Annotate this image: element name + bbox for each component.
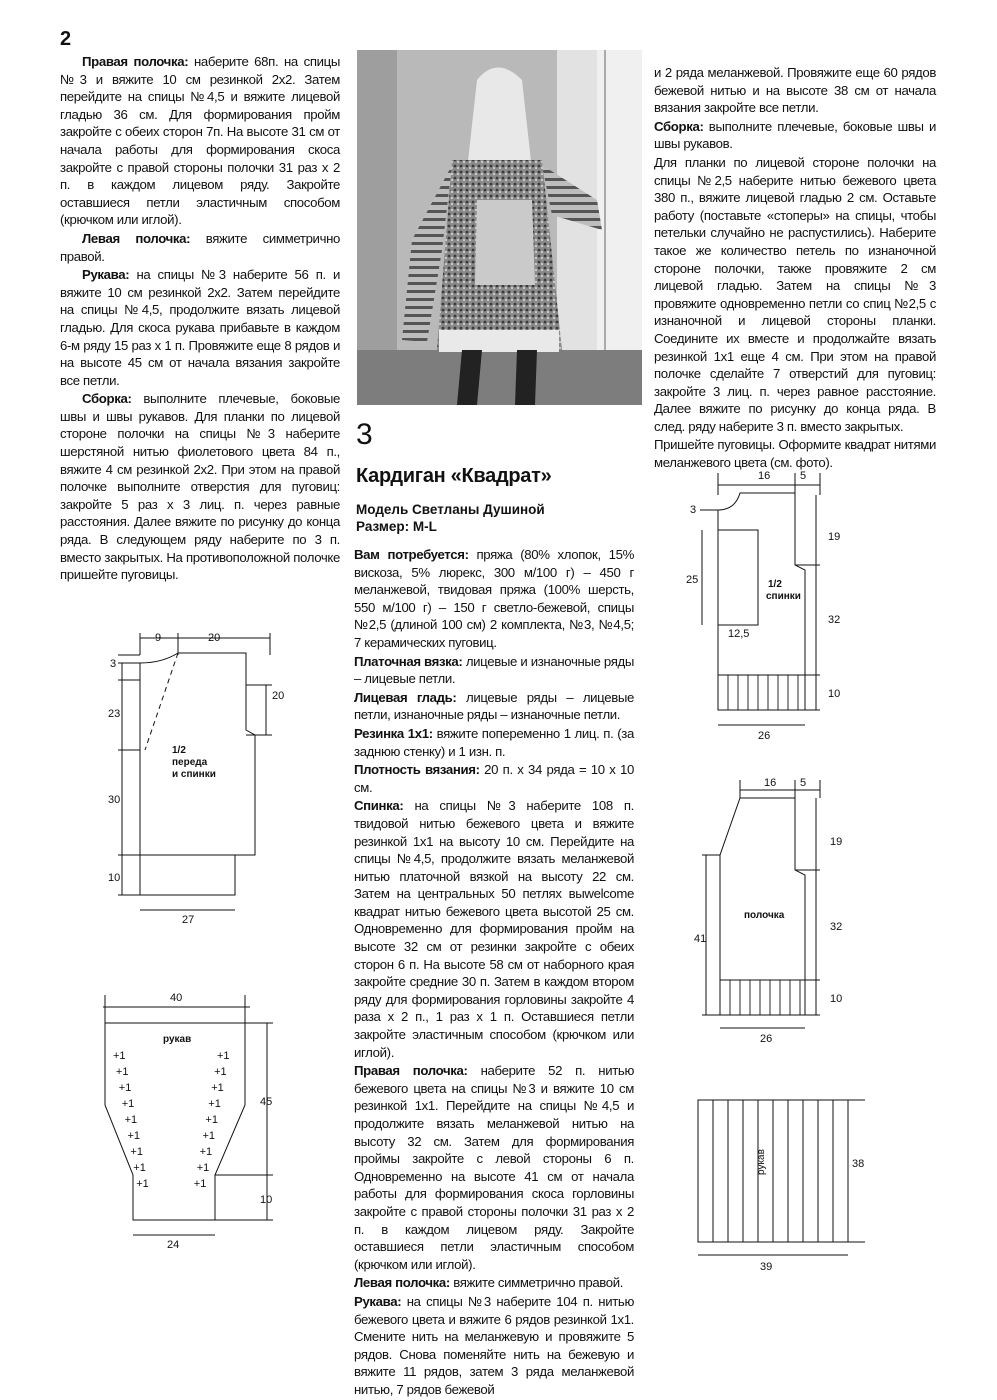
diagram-sleeve-left <box>95 985 295 1255</box>
paragraph-assembly: Сборка: выполните плечевые, боковые швы и швы рукавов. Для планки по лицевой стороне полочки на спицы №3 наберите шерстяной нитью фиолетового цвета 84 п., вяжите 4 см резинкой 2х2. При этом на правой полочке выполните отверстия для пуговиц: закройте 5 раз х 3 лиц. п. через равные расстояния. Далее вяжите по рисунку до конца ряда. В следующем ряду наберите по 3 п. вместо закрытых. На противоположной полочке пришейте пуговицы. <box>60 391 340 583</box>
dim-9: 9 <box>155 632 162 644</box>
front-dim-16: 16 <box>764 777 777 789</box>
paragraph-stockinette: Лицевая гладь: лицевые ряды – лицевые петли, изнаночные ряды – изнаночные петли. <box>354 689 634 723</box>
front-dim-5: 5 <box>800 777 807 789</box>
increment-right-2: +1 <box>214 1066 227 1078</box>
front-dim-41: 41 <box>694 933 707 945</box>
increment-right-6: +1 <box>202 1130 216 1142</box>
back-dim-32: 32 <box>828 614 841 626</box>
right-column-text <box>654 64 936 473</box>
back-label-line1: 1/2 <box>768 579 782 590</box>
diagram-front <box>680 770 860 1060</box>
sleeve-dim-rib: 10 <box>260 1194 273 1206</box>
model-photo <box>357 50 642 405</box>
sleeve2-dim-width: 39 <box>760 1261 773 1273</box>
sleeve-dim-top: 40 <box>170 992 183 1004</box>
increment-left-1: +1 <box>113 1050 126 1062</box>
increment-right-9: +1 <box>193 1178 207 1190</box>
sleeve-dim-bottom: 24 <box>167 1239 180 1251</box>
author: Модель Светланы Душиной <box>356 502 545 517</box>
left-column-text <box>60 53 340 585</box>
paragraph-left-front: Левая полочка: вяжите симметрично правой. <box>60 230 341 264</box>
increment-right-5: +1 <box>205 1114 218 1126</box>
increment-left-4: +1 <box>121 1098 135 1110</box>
paragraph-left-front-3: Левая полочка: вяжите симметрично правой. <box>354 1275 624 1291</box>
paragraph-sleeves-cont: и 2 ряда меланжевой. Провяжите еще 60 рядов бежевой нитью и на высоте 38 см от начала вязания закройте все петли. <box>654 65 936 116</box>
increment-left-7: +1 <box>130 1146 143 1158</box>
increment-right-1: +1 <box>217 1050 230 1062</box>
dim-27: 27 <box>182 914 195 926</box>
increment-left-9: +1 <box>136 1178 149 1190</box>
front-dim-10: 10 <box>830 993 843 1005</box>
photo-illustration <box>357 50 642 405</box>
section-number: 3 <box>356 418 373 451</box>
paragraph-finish: Пришейте пуговицы. Оформите квадрат нитями меланжевого цвета (см. фото). <box>654 437 936 471</box>
middle-column-text <box>354 546 634 1400</box>
paragraph-gauge: Плотность вязания: 20 п. х 34 ряда = 10 х 10 см. <box>354 762 634 795</box>
paragraph-garter: Платочная вязка: лицевые и изнаночные ряды – лицевые петли. <box>354 653 634 687</box>
back-dim-16: 16 <box>758 470 771 482</box>
byline <box>356 501 545 535</box>
increment-left-6: +1 <box>127 1130 141 1142</box>
diagram-label-line1: 1/2 <box>172 745 186 756</box>
front-dim-26: 26 <box>760 1033 773 1045</box>
diagram-label-line3: и спинки <box>172 769 216 780</box>
size: Размер: M-L <box>356 519 437 534</box>
increment-right-7: +1 <box>199 1146 213 1158</box>
increment-left-2: +1 <box>115 1066 129 1078</box>
front-label: полочка <box>744 910 785 921</box>
front-dim-32: 32 <box>830 921 843 933</box>
back-label-line2: спинки <box>766 591 801 602</box>
increment-left-8: +1 <box>133 1162 146 1174</box>
increment-right-4: +1 <box>208 1098 221 1110</box>
increment-right-8: +1 <box>196 1162 210 1174</box>
paragraph-right-front-3: Правая полочка: наберите 52 п. нитью бежевого цвета на спицы №3 и вяжите 10 см резинкой 1х1. Перейдите на спицы №4,5 и продолжите вязать меланжевой нитью на высоту 32 см. Затем для формирования проймы закройте с левой стороны 6 п. Одновременно на высоте 41 см от начала работы для формирования скоса горловины закройте с правой стороны полочки 31 раз х 2 п. в каждом лицевом ряду. Закройте оставшиеся петли эластичным способом (крючком или иглой). <box>354 1063 634 1272</box>
dim-20-armhole: 20 <box>272 690 285 702</box>
dim-3: 3 <box>110 658 117 670</box>
paragraph-sleeves: Рукава: на спицы №3 наберите 56 п. и вяжите 10 см резинкой 2х2. Затем перейдите на спицы №4,5, продолжите вязать лицевой гладью. Для скоса рукава прибавьте в каждом 6-м ряду 15 раз х 1 п. Провяжите еще 8 рядов и на высоте 45 см от начала вязания закройте все петли. <box>60 267 340 388</box>
increment-left-3: +1 <box>118 1082 132 1094</box>
diagram-half-back <box>680 465 860 745</box>
article-title: Кардиган «Квадрат» <box>356 465 552 487</box>
dim-10: 10 <box>108 872 121 884</box>
back-dim-10: 10 <box>828 688 841 700</box>
front-dim-19: 19 <box>830 836 843 848</box>
paragraph-sleeves-3: Рукава: на спицы №3 наберите 104 п. нитью бежевого цвета и вяжите 6 рядов резинкой 1х1. Смените нить на меланжевую и провяжите 5 рядов. Снова поменяйте нить на бежевую и вяжите 11 рядов, затем 3 ряда меланжевой нитью, 7 рядов бежевой <box>354 1293 634 1397</box>
sleeve2-label: рукав <box>756 1149 767 1175</box>
diagram-label-line2: переда <box>172 757 208 768</box>
increment-left-5: +1 <box>124 1114 138 1126</box>
paragraph-assembly-3: Сборка: выполните плечевые, боковые швы и швы рукавов. <box>654 118 936 152</box>
paragraph-right-front: Правая полочка: наберите 68п. на спицы №3 и вяжите 10 см резинкой 2х2. Затем перейдите на спицы №4,5 и вяжите лицевой гладью 36 см. Для формирования пройм закройте с обеих сторон 7п. На высоте 31 см от начала работы для формирования скоса закройте с правой стороны полочки 31 раз х 2 п. в каждом лицевом ряду. Закройте оставшиеся петли эластичным способом (крючком или иглой). <box>60 54 340 228</box>
diagram-sleeve-right <box>680 1085 880 1275</box>
diagram-half-front-back <box>100 625 300 935</box>
increment-right-3: +1 <box>211 1082 224 1094</box>
paragraph-band: Для планки по лицевой стороне полочки на спицы №2,5 наберите нитью бежевого цвета 380 п., вяжите лицевой гладью 2 см. Оставьте работу (поставьте «стоперы» на спицы, чтобы петельки случайно не распустились). Наберите такое же количество петель по изнаночной стороне полочки, также провяжите 2 см лицевой гладью. Затем на спицы №3 провяжите одновременно петли со спиц №2,5 с изнаночной и лицевой стороны планки. Соедините их вместе и продолжайте вязать резинкой 1х1 еще 4 см. При этом на правой полочке сделайте 7 отверстий для пуговиц: закройте 3 лиц. п. через равное расстояние. Далее вяжите по рисунку до конца ряда. В след. ряду наберите 3 п. вместо закрытых. <box>654 154 936 434</box>
page-number: 2 <box>60 28 72 50</box>
sleeve-dim-height: 45 <box>260 1096 273 1108</box>
back-dim-3: 3 <box>690 504 697 516</box>
dim-23: 23 <box>108 708 121 720</box>
sleeve2-dim-height: 38 <box>852 1158 865 1170</box>
dim-30: 30 <box>108 794 121 806</box>
back-dim-12-5: 12,5 <box>728 628 750 640</box>
paragraph-back: Спинка: на спицы №3 наберите 108 п. твидовой нитью бежевого цвета и вяжите резинкой 1х1 на высоту 10 см. Перейдите на спицы №4,5, продолжите вязать меланжевой нитью платочной вязкой на высоту 22 см. Затем на центральных 50 петлях выwelcome квадрат нитью бежевого цвета высотой 25 см. Одновременно для формирования пройм на высоте 32 см от резинки закройте с обеих сторон 6 п. На высоте 58 см от наборного края закройте средние 30 п. Затем в каждом втором ряду для формирования горловины закройте 4 раза х 2 п., 1 раз х 1 п. Оставшиеся петли закройте эластичным способом (крючком или иглой). <box>354 798 634 1060</box>
back-dim-5: 5 <box>800 470 807 482</box>
dim-20-top: 20 <box>208 632 221 644</box>
paragraph-rib: Резинка 1х1: вяжите попеременно 1 лиц. п. (за заднюю стенку) и 1 изн. п. <box>354 725 634 759</box>
increments-right <box>194 1050 230 1190</box>
paragraph-needs: Вам потребуется: пряжа (80% хлопок, 15% вискоза, 5% люрекс, 300 м/100 г) – 450 г меланжевой, твидовая пряжа (100% шерсть, 550 м/100 г) – 150 г светло-бежевой, спицы №2,5 (длиной 100 см) 2 комплекта, №3, №4,5; 7 керамических пуговиц. <box>354 547 635 650</box>
back-dim-25: 25 <box>686 574 699 586</box>
back-dim-19: 19 <box>828 531 841 543</box>
back-dim-26: 26 <box>758 730 771 742</box>
sleeve-label: рукав <box>163 1034 192 1045</box>
